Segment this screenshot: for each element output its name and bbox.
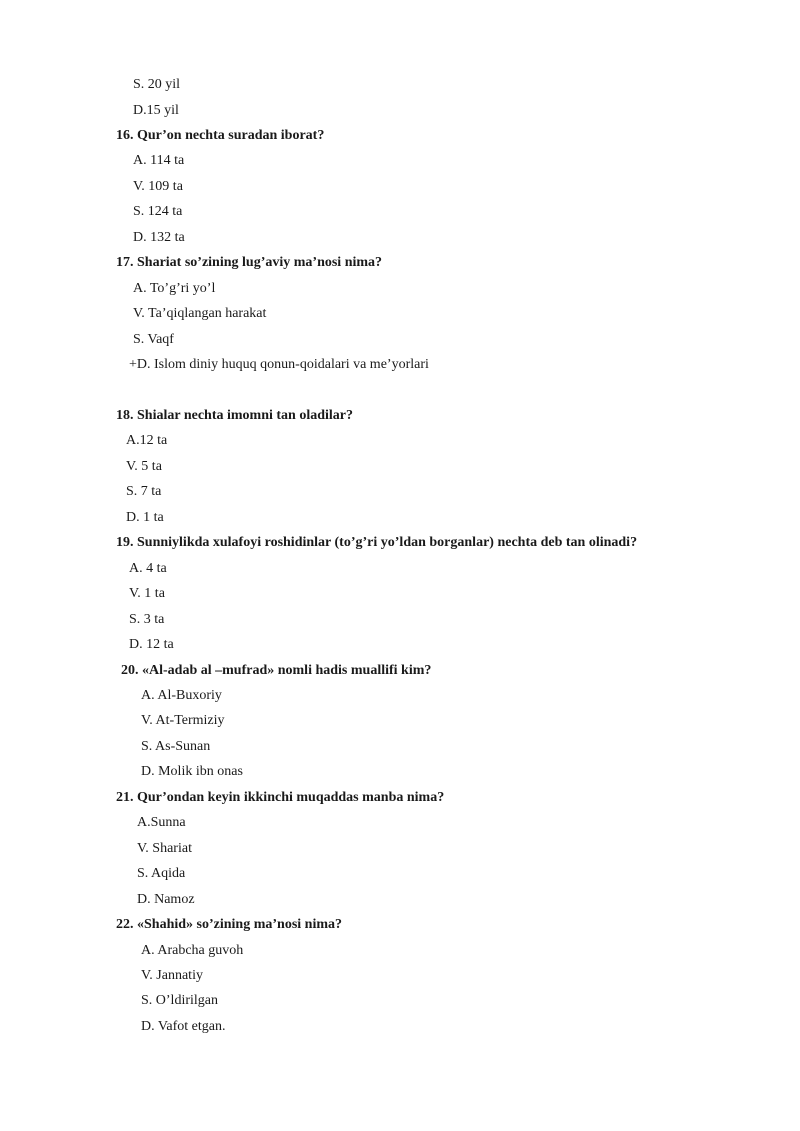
answer-line: A.Sunna	[137, 815, 186, 830]
answer-line: V. 109 ta	[133, 179, 183, 194]
answer-line: S. 3 ta	[129, 612, 165, 627]
answer-line: D. Molik ibn onas	[141, 764, 243, 779]
question-18: 18. Shialar nechta imomni tan oladilar?	[116, 408, 353, 423]
answer-line: S. O’ldirilgan	[141, 993, 218, 1008]
answer-line: D. 132 ta	[133, 230, 185, 245]
answer-line: D. Namoz	[137, 892, 195, 907]
answer-line: V. Jannatiy	[141, 968, 203, 983]
question-19: 19. Sunniylikda xulafoyi roshidinlar (to’g’ri yo’ldan borganlar) nechta deb tan olinadi?	[116, 535, 638, 550]
question-20: 20. «Al-adab al –mufrad» nomli hadis muallifi kim?	[121, 663, 432, 678]
answer-line: A. 4 ta	[129, 561, 167, 576]
question-16: 16. Qur’on nechta suradan iborat?	[116, 128, 325, 143]
answer-line: V. At-Termiziy	[141, 713, 225, 728]
answer-line: V. Shariat	[137, 841, 192, 856]
answer-line: A. To’g’ri yo’l	[133, 281, 216, 296]
answer-line: A. Al-Buxoriy	[141, 688, 222, 703]
question-22: 22. «Shahid» so’zining ma’nosi nima?	[116, 917, 342, 932]
answer-line: V. 5 ta	[126, 459, 162, 474]
answer-line: V. 1 ta	[129, 586, 165, 601]
answer-line: D. 1 ta	[126, 510, 164, 525]
answer-line: S. 7 ta	[126, 484, 162, 499]
answer-line: A. 114 ta	[133, 153, 185, 168]
answer-line: D. Vafot etgan.	[141, 1019, 226, 1034]
answer-line: A. Arabcha guvoh	[141, 943, 244, 958]
question-17: 17. Shariat so’zining lug’aviy ma’nosi nima?	[116, 255, 383, 270]
answer-line: S. 124 ta	[133, 204, 183, 219]
answer-line: S. Aqida	[137, 866, 186, 881]
answer-line: S. As-Sunan	[141, 739, 211, 754]
answer-line: D.15 yil	[133, 103, 179, 118]
answer-line: A.12 ta	[126, 433, 168, 448]
answer-line: V. Ta’qiqlangan harakat	[133, 306, 267, 321]
answer-line: D. 12 ta	[129, 637, 174, 652]
question-21: 21. Qur’ondan keyin ikkinchi muqaddas manba nima?	[116, 790, 445, 805]
answer-line-correct: +D. Islom diniy huquq qonun-qoidalari va me’yorlari	[129, 357, 429, 372]
answer-line: S. 20 yil	[133, 77, 181, 92]
answer-line: S. Vaqf	[133, 332, 174, 347]
